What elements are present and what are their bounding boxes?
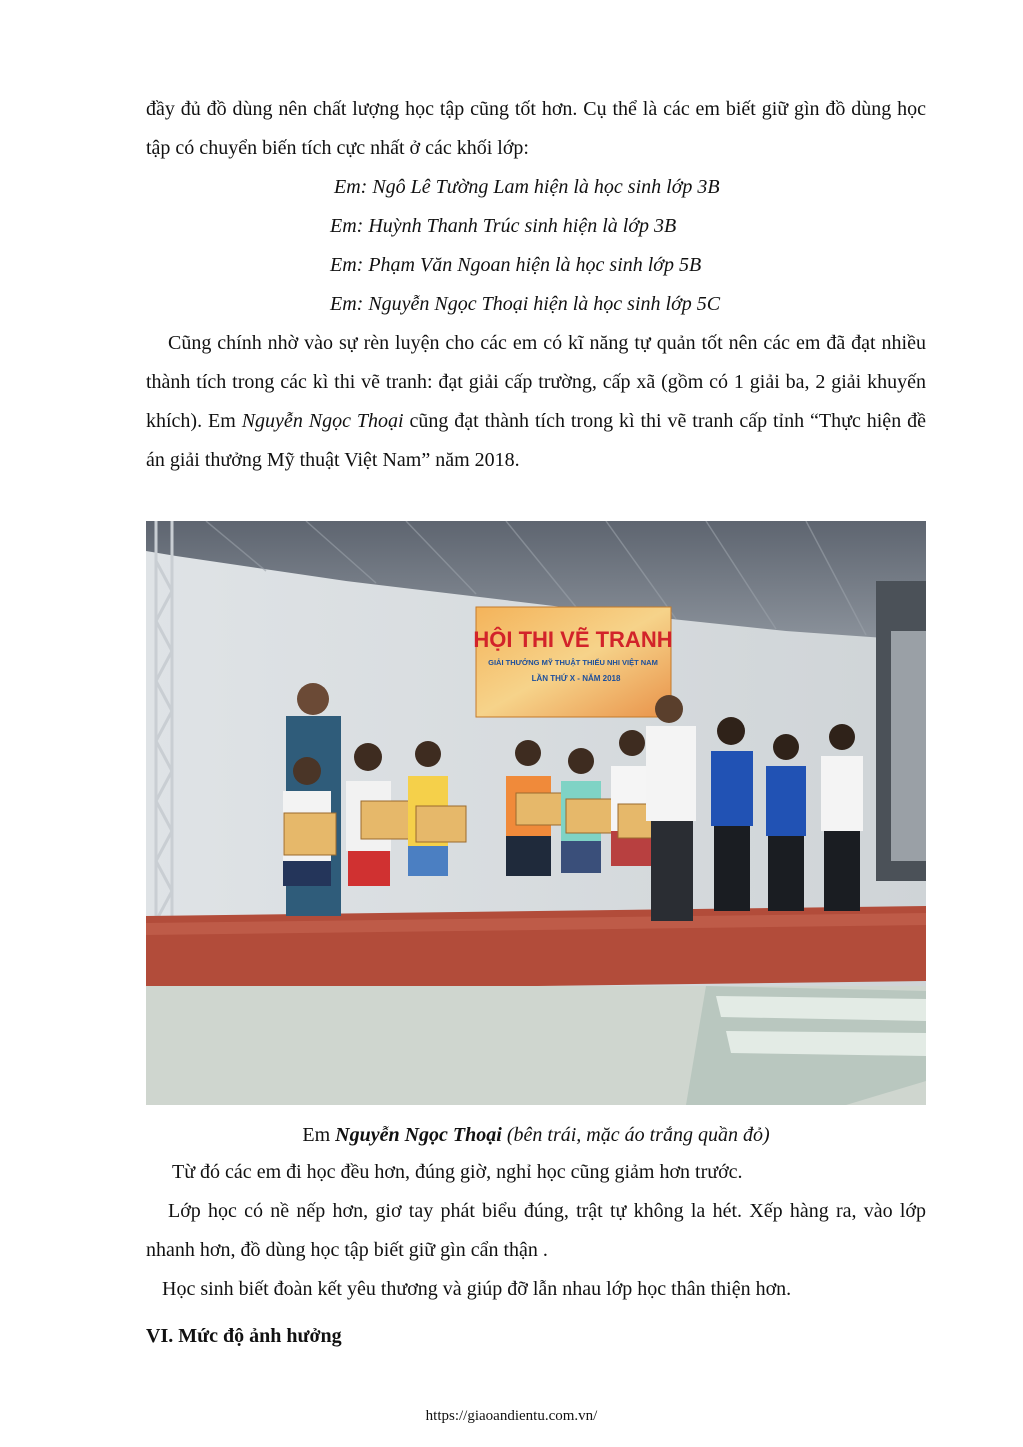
document-body (146, 90, 926, 480)
achievement-text-2: cũng đạt thành tích trong kì thi vẽ tranh cấp tỉnh “Thực hiện đề án giải thưởng Mỹ thuật Việt Nam” năm 2018. (146, 410, 926, 471)
result-paragraph: Lớp học có nề nếp hơn, giơ tay phát biểu đúng, trật tự không la hét. Xếp hàng ra, vào lớp nhanh hơn, đồ dùng học tập biết giữ gìn cẩn thận . (146, 1200, 926, 1261)
section-heading: VI. Mức độ ảnh hưởng (146, 1325, 342, 1347)
achievement-text-1: Cũng chính nhờ vào sự rèn luyện cho các em có kĩ năng tự quản tốt nên các em đã đạt nhiều thành tích trong các kì thi vẽ tranh: đạt giải cấp trường, cấp xã (gồm có 1 giải ba, 2 giải khuyến khích). Em (146, 332, 926, 432)
student-list (146, 168, 926, 324)
result-paragraph: Từ đó các em đi học đều hơn, đúng giờ, nghỉ học cũng giảm hơn trước. (172, 1161, 743, 1183)
photo-caption (146, 1117, 926, 1153)
student-name: Nguyễn Ngọc Thoại (241, 410, 404, 432)
caption-prefix: Em (302, 1124, 336, 1146)
result-paragraph: Học sinh biết đoàn kết yêu thương và giúp đỡ lẫn nhau lớp học thân thiện hơn. (162, 1278, 792, 1300)
caption-name: Nguyễn Ngọc Thoại (335, 1124, 502, 1146)
achievement-paragraph (146, 324, 926, 480)
caption-suffix: (bên trái, mặc áo trắng quần đỏ) (501, 1124, 770, 1146)
student-line: Em: Nguyễn Ngọc Thoại hiện là học sinh lớp 5C (330, 293, 721, 315)
banner-title: HỘI THI VẼ TRANH (473, 627, 673, 652)
award-ceremony-photo (146, 521, 926, 1105)
student-line: Em: Phạm Văn Ngoan hiện là học sinh lớp 5B (330, 254, 702, 276)
banner-line-2: GIẢI THƯỞNG MỸ THUẬT THIẾU NHI VIỆT NAM (488, 658, 658, 667)
intro-paragraph: đầy đủ đồ dùng nên chất lượng học tập cũng tốt hơn. Cụ thể là các em biết giữ gìn đồ dùng học tập có chuyển biến tích cực nhất ở các khối lớp: (146, 98, 926, 159)
student-line: Em: Ngô Lê Tường Lam hiện là học sinh lớp 3B (334, 176, 720, 198)
footer-url[interactable]: https://giaoandientu.com.vn/ (425, 1408, 598, 1424)
student-line: Em: Huỳnh Thanh Trúc sinh hiện là lớp 3B (330, 215, 677, 237)
banner-line-3: LẦN THỨ X - NĂM 2018 (531, 674, 621, 683)
results-section (146, 1153, 926, 1351)
